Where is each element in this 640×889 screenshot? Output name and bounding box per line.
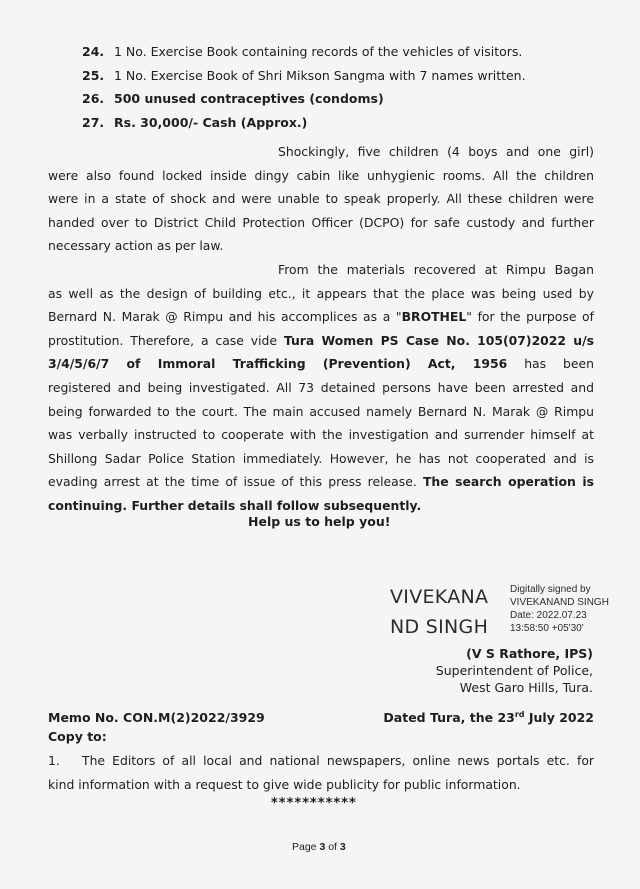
- paragraph-case-details: [48, 258, 594, 518]
- text-span: July 2022: [524, 710, 594, 726]
- text-line: [48, 352, 594, 376]
- text-line: as well as the design of building etc., it appears that the place was being used by: [48, 285, 594, 301]
- search-operation-emphasis: The search operation is: [422, 474, 594, 490]
- signature-meta-line: Date: 2022.07.23: [510, 610, 587, 621]
- brothel-emphasis: BROTHEL: [401, 309, 467, 325]
- text-line: Shillong Sadar Police Station immediately. However, he has not cooperated and is: [48, 450, 594, 466]
- text-span: prostitution. Therefore, a case vide: [48, 332, 284, 348]
- text-line: were in a state of shock and were unable to speak properly. All these children were: [48, 191, 594, 207]
- text-line: necessary action as per law.: [48, 238, 224, 254]
- item-text: 1 No. Exercise Book of Shri Mikson Sangma with 7 names written.: [114, 67, 526, 83]
- officer-title: Superintendent of Police,: [435, 663, 593, 678]
- digital-signature-name: [390, 582, 488, 642]
- signature-meta-line: Digitally signed by: [510, 584, 591, 595]
- date-suffix: rd: [514, 710, 525, 719]
- memo-number: Memo No. CON.M(2)2022/3929: [48, 710, 265, 725]
- text-line: kind information with a request to give wide publicity for public information.: [48, 776, 521, 792]
- text-span: of: [325, 841, 340, 853]
- signature-meta-line: 13:58:50 +05'30': [510, 623, 584, 634]
- officer-place: West Garo Hills, Tura.: [459, 680, 593, 695]
- digital-signature-meta: [510, 583, 609, 635]
- text-span: has been: [507, 356, 595, 372]
- text-span: Page: [292, 841, 320, 853]
- item-number: 25.: [82, 67, 105, 83]
- further-details-emphasis: continuing. Further details shall follow subsequently.: [48, 497, 422, 513]
- act-reference: 3/4/5/6/7 of Immoral Trafficking (Prevention) Act, 1956: [48, 356, 508, 372]
- signature-name-line: VIVEKANA: [390, 586, 489, 608]
- text-line: being forwarded to the court. The main accused namely Bernard N. Marak @ Rimpu: [48, 403, 594, 419]
- text-span: Dated Tura, the 23: [383, 710, 515, 726]
- copy-list-item: [48, 749, 594, 796]
- officer-block: [400, 645, 593, 696]
- memo-date: [383, 710, 594, 725]
- help-slogan: Help us to help you!: [248, 514, 391, 529]
- text-line: handed over to District Child Protection Officer (DCPO) for safe custody and further: [48, 214, 594, 230]
- text-line: Shockingly, five children (4 boys and one girl): [278, 144, 594, 159]
- copy-to-heading: Copy to:: [48, 729, 107, 744]
- list-item: [82, 111, 526, 135]
- signature-name-line: ND SINGH: [390, 616, 489, 638]
- item-number: 27.: [82, 114, 105, 130]
- signature-meta-line: VIVEKANAND SINGH: [510, 597, 609, 608]
- page-footer: [292, 841, 346, 853]
- list-item: [82, 87, 526, 111]
- item-text: 1 No. Exercise Book containing records of the vehicles of visitors.: [114, 44, 523, 59]
- text-line: were also found locked inside dingy cabin like unhygienic rooms. All the children: [48, 167, 594, 183]
- item-number: 24.: [82, 44, 105, 59]
- text-span: evading arrest at the time of issue of this press release.: [48, 474, 423, 490]
- text-line: was verbally instructed to cooperate with the investigation and surrender himself at: [48, 427, 594, 443]
- case-number: Tura Women PS Case No. 105(07)2022 u/s: [283, 332, 595, 348]
- text-span: Bernard N. Marak @ Rimpu and his accomplices as a ": [48, 309, 402, 325]
- list-item: [82, 64, 526, 88]
- officer-name: (V S Rathore, IPS): [466, 646, 593, 661]
- text-line: [48, 470, 594, 494]
- page-number: 3: [319, 841, 326, 853]
- item-text: Rs. 30,000/- Cash (Approx.): [114, 114, 308, 130]
- text-line: registered and being investigated. All 73 detained persons have been arrested and: [48, 379, 594, 395]
- copy-item-number: 1.: [48, 753, 60, 768]
- text-line: [48, 305, 594, 329]
- text-line: The Editors of all local and national newspapers, online news portals etc. for: [82, 753, 594, 768]
- paragraph-children-found: [48, 140, 594, 258]
- end-stars: ***********: [271, 796, 357, 811]
- list-item: [82, 40, 526, 64]
- memo-line: [48, 710, 594, 725]
- page-total: 3: [339, 841, 346, 853]
- text-line: From the materials recovered at Rimpu Bagan: [278, 262, 594, 277]
- item-number: 26.: [82, 91, 105, 106]
- text-span: " for the purpose of: [466, 309, 594, 325]
- text-line: [48, 329, 594, 353]
- item-list: [82, 40, 526, 134]
- item-text: 500 unused contraceptives (condoms): [114, 91, 384, 106]
